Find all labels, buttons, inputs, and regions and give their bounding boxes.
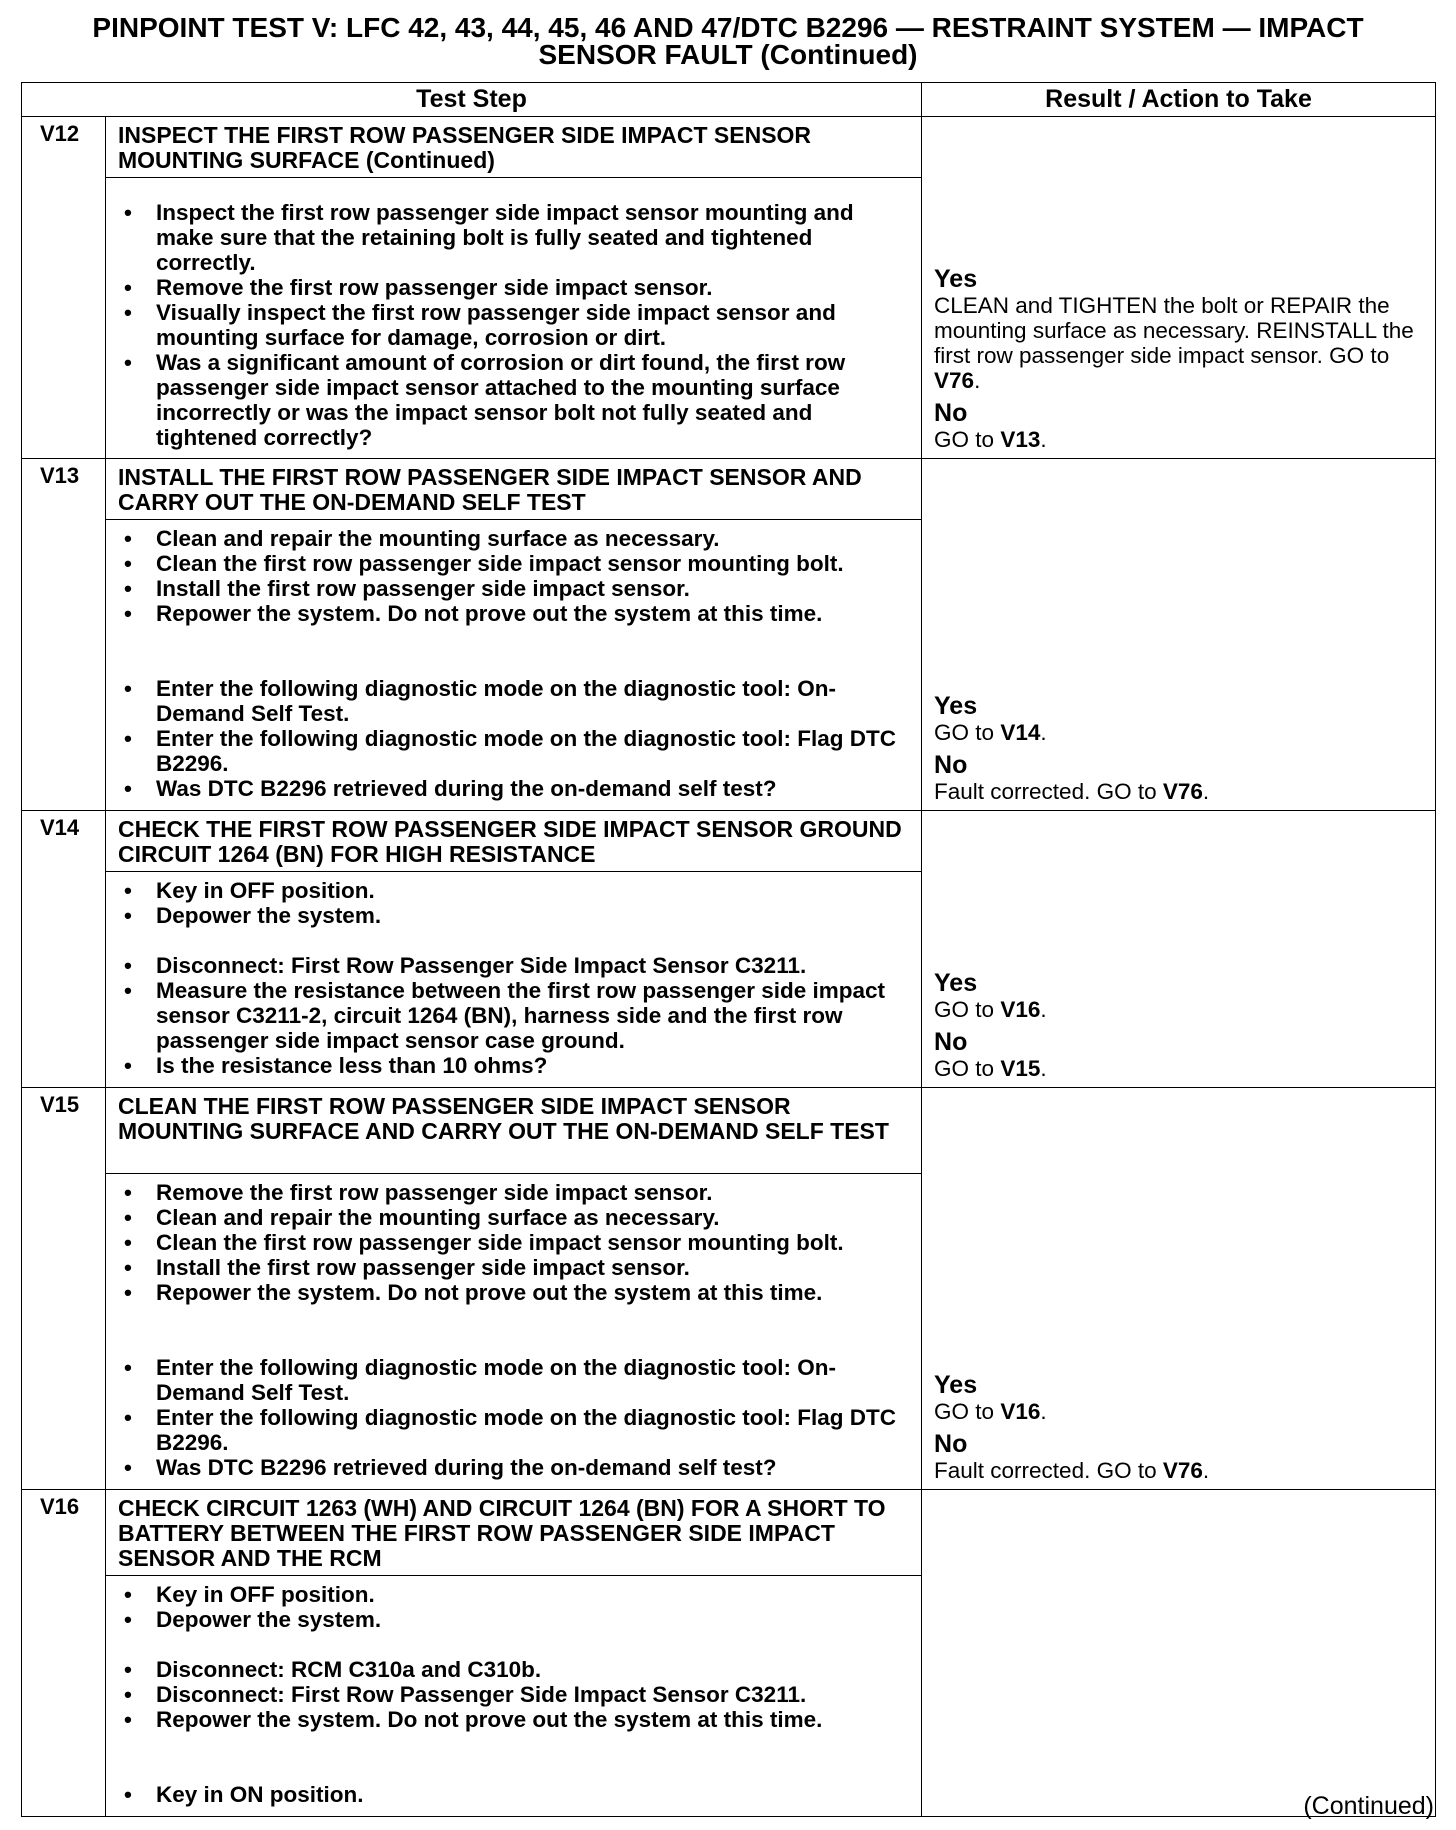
result-yes-label: Yes <box>934 692 978 720</box>
list-item: • Disconnect: RCM C310a and C310b. <box>118 1657 911 1682</box>
list-item: • Key in OFF position. <box>118 878 911 903</box>
step-title: INSPECT THE FIRST ROW PASSENGER SIDE IMPACT SENSOR MOUNTING SURFACE (Continued) <box>106 117 922 178</box>
step-title: CHECK THE FIRST ROW PASSENGER SIDE IMPACT SENSOR GROUND CIRCUIT 1264 (BN) FOR HIGH RESISTANCE <box>106 811 922 872</box>
step-result <box>922 1088 1436 1490</box>
continued-label: (Continued) <box>1303 1792 1434 1820</box>
step-v12-title-row <box>22 117 1436 178</box>
list-item: • Depower the system. <box>118 903 911 928</box>
list-item: • Measure the resistance between the first row passenger side impact sensor C3211-2, circuit 1264 (BN), harness side and the first row passenger side impact sensor case ground. <box>118 978 911 1053</box>
step-body <box>106 520 922 811</box>
list-item: • Clean the first row passenger side impact sensor mounting bolt. <box>118 551 911 576</box>
step-result <box>922 1490 1436 1817</box>
list-item: • Remove the first row passenger side impact sensor. <box>118 1180 911 1205</box>
list-item: • Key in ON position. <box>118 1782 911 1807</box>
list-item: • Key in OFF position. <box>118 1582 911 1607</box>
step-result <box>922 117 1436 459</box>
list-item: • Repower the system. Do not prove out the system at this time. <box>118 1280 911 1305</box>
result-no-label: No <box>934 1028 968 1056</box>
page-title: PINPOINT TEST V: LFC 42, 43, 44, 45, 46 AND 47/DTC B2296 — RESTRAINT SYSTEM — IMPACT SENSOR FAULT (Continued) <box>92 12 1364 70</box>
step-number: V15 <box>22 1088 106 1490</box>
list-item: • Repower the system. Do not prove out the system at this time. <box>118 601 911 626</box>
step-result <box>922 811 1436 1088</box>
result-yes-action: CLEAN and TIGHTEN the bolt or REPAIR the mounting surface as necessary. REINSTALL the first row passenger side impact sensor. GO to V76. <box>934 293 1414 393</box>
step-body <box>106 1576 922 1817</box>
list-item: • Clean the first row passenger side impact sensor mounting bolt. <box>118 1230 911 1255</box>
result-no-action: GO to V15. <box>934 1056 1047 1081</box>
result-no-label: No <box>934 751 968 779</box>
list-item: • Repower the system. Do not prove out the system at this time. <box>118 1707 911 1732</box>
step-title: CHECK CIRCUIT 1263 (WH) AND CIRCUIT 1264 (BN) FOR A SHORT TO BATTERY BETWEEN THE FIRST ROW PASSENGER SIDE IMPACT SENSOR AND THE RCM <box>106 1490 922 1576</box>
result-no-action: GO to V13. <box>934 427 1047 452</box>
list-item: • Enter the following diagnostic mode on the diagnostic tool: On-Demand Self Test. <box>118 1355 911 1405</box>
step-v15-title-row <box>22 1088 1436 1174</box>
list-item: • Install the first row passenger side impact sensor. <box>118 1255 911 1280</box>
result-yes-action: GO to V14. <box>934 720 1047 745</box>
step-v13-title-row <box>22 459 1436 520</box>
step-number: V13 <box>22 459 106 811</box>
list-item: • Clean and repair the mounting surface as necessary. <box>118 526 911 551</box>
step-number: V12 <box>22 117 106 459</box>
list-item-question: • Is the resistance less than 10 ohms? <box>118 1053 911 1078</box>
list-item-question: • Was a significant amount of corrosion or dirt found, the first row passenger side impact sensor attached to the mounting surface incorrectly or was the impact sensor bolt not fully seated and tightened correctly? <box>118 350 911 450</box>
list-item: • Inspect the first row passenger side impact sensor mounting and make sure that the retaining bolt is fully seated and tightened correctly. <box>118 200 911 275</box>
step-body <box>106 178 922 459</box>
pinpoint-test-table <box>21 82 1436 1817</box>
step-body <box>106 1174 922 1490</box>
result-no-action: Fault corrected. GO to V76. <box>934 1458 1210 1483</box>
header-test-step: Test Step <box>22 83 922 117</box>
header-result: Result / Action to Take <box>922 83 1436 117</box>
list-item: • Enter the following diagnostic mode on the diagnostic tool: Flag DTC B2296. <box>118 726 911 776</box>
result-yes-action: GO to V16. <box>934 997 1047 1022</box>
list-item: • Install the first row passenger side impact sensor. <box>118 576 911 601</box>
step-number: V16 <box>22 1490 106 1817</box>
list-item: • Remove the first row passenger side impact sensor. <box>118 275 911 300</box>
step-number: V14 <box>22 811 106 1088</box>
step-result <box>922 459 1436 811</box>
list-item: • Enter the following diagnostic mode on the diagnostic tool: On-Demand Self Test. <box>118 676 911 726</box>
list-item: • Enter the following diagnostic mode on the diagnostic tool: Flag DTC B2296. <box>118 1405 911 1455</box>
result-no-label: No <box>934 1430 968 1458</box>
step-body <box>106 872 922 1088</box>
list-item: • Disconnect: First Row Passenger Side Impact Sensor C3211. <box>118 1682 911 1707</box>
result-no-action: Fault corrected. GO to V76. <box>934 779 1210 804</box>
result-yes-label: Yes <box>934 1371 978 1399</box>
table-header-row <box>22 83 1436 117</box>
result-no-label: No <box>934 399 968 427</box>
step-title: CLEAN THE FIRST ROW PASSENGER SIDE IMPACT SENSOR MOUNTING SURFACE AND CARRY OUT THE ON-DEMAND SELF TEST <box>106 1088 922 1174</box>
list-item: • Depower the system. <box>118 1607 911 1632</box>
list-item-question: • Was DTC B2296 retrieved during the on-demand self test? <box>118 1455 911 1480</box>
list-item-question: • Was DTC B2296 retrieved during the on-demand self test? <box>118 776 911 801</box>
step-v14-title-row <box>22 811 1436 872</box>
list-item: • Visually inspect the first row passenger side impact sensor and mounting surface for damage, corrosion or dirt. <box>118 300 911 350</box>
list-item: • Clean and repair the mounting surface as necessary. <box>118 1205 911 1230</box>
step-title: INSTALL THE FIRST ROW PASSENGER SIDE IMPACT SENSOR AND CARRY OUT THE ON-DEMAND SELF TEST <box>106 459 922 520</box>
step-v16-title-row <box>22 1490 1436 1576</box>
result-yes-label: Yes <box>934 265 978 293</box>
list-item: • Disconnect: First Row Passenger Side Impact Sensor C3211. <box>118 953 911 978</box>
result-yes-action: GO to V16. <box>934 1399 1047 1424</box>
result-yes-label: Yes <box>934 969 978 997</box>
